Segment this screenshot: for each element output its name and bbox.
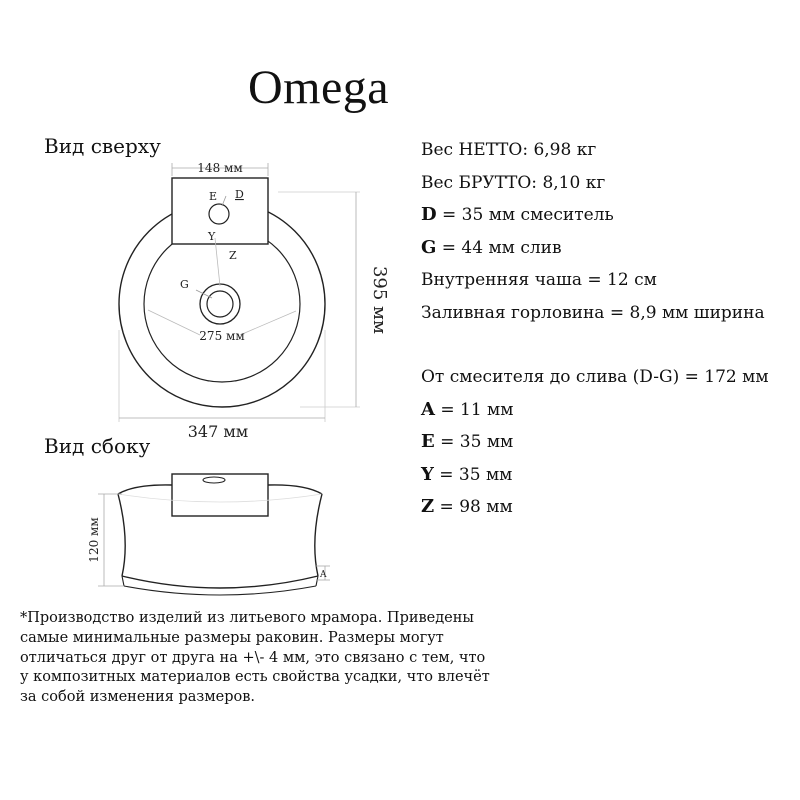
spec-y-text: = 35 мм [433,464,513,485]
side-view-drawing [118,474,322,595]
drain-outer [200,284,240,324]
spec-e-key: E [421,431,435,452]
dim-depth: 395 мм [369,265,390,335]
dim-height: 120 мм [87,517,101,563]
drain-inner [207,291,233,317]
marker-d: D [235,188,244,201]
spec-a [421,394,791,427]
marker-e: E [209,190,218,203]
spec-gross-weight: Вес БРУТТО: 8,10 кг [421,172,606,193]
product-title: Omega [248,61,390,114]
spec-d-text: = 35 мм смеситель [436,205,614,225]
spec-a-key: A [421,398,435,420]
spec-inner-bowl: Внутренняя чаша = 12 см [421,270,657,290]
spec-z [421,491,791,524]
spec-d [421,199,791,232]
spec-y [421,459,791,492]
spec-d-key: D [421,204,437,225]
dim-tap-width: 148 мм [197,161,243,175]
top-view-label: Вид сверху [44,134,161,158]
marker-g: G [180,278,189,291]
spec-y-key: Y [421,463,434,485]
spec-z-text: = 98 мм [434,497,513,517]
spec-g-text: = 44 мм слив [436,237,562,258]
marker-z: Z [229,249,237,262]
side-tap-block [172,474,268,516]
tap-block [172,178,268,244]
dim-width: 347 мм [187,422,249,441]
spec-d-g-distance: От смесителя до слива (D-G) = 172 мм [421,367,769,387]
side-view-label: Вид сбоку [44,434,151,458]
spec-g-key: G [421,236,437,258]
inner-bowl [144,226,300,382]
dim-bowl: 275 мм [199,329,245,343]
spec-e-text: = 35 мм [434,432,514,452]
top-view-drawing [119,163,360,422]
side-body-left [118,494,125,576]
side-base [122,576,318,588]
spec-g [421,232,791,265]
marker-a: A [320,570,327,580]
spec-overflow: Заливная горловина = 8,9 мм ширина [421,302,765,323]
spec-z-key: Z [421,496,435,517]
spec-net-weight: Вес НЕТТО: 6,98 кг [421,140,597,160]
footnote: *Производство изделий из литьевого мрамора. Приведены самые минимальные размеры раковин. Размеры могут отличаться друг от друга на +\- 4 мм, это связано с тем, что у композитных материалов есть свойства усадки, что влечёт за собой изменения размеров. [20,610,490,706]
spec-e [421,426,791,459]
spec-list [421,134,791,524]
spec-a-text: = 11 мм [434,399,514,420]
side-body-right [315,494,322,576]
marker-y: Y [208,230,216,243]
